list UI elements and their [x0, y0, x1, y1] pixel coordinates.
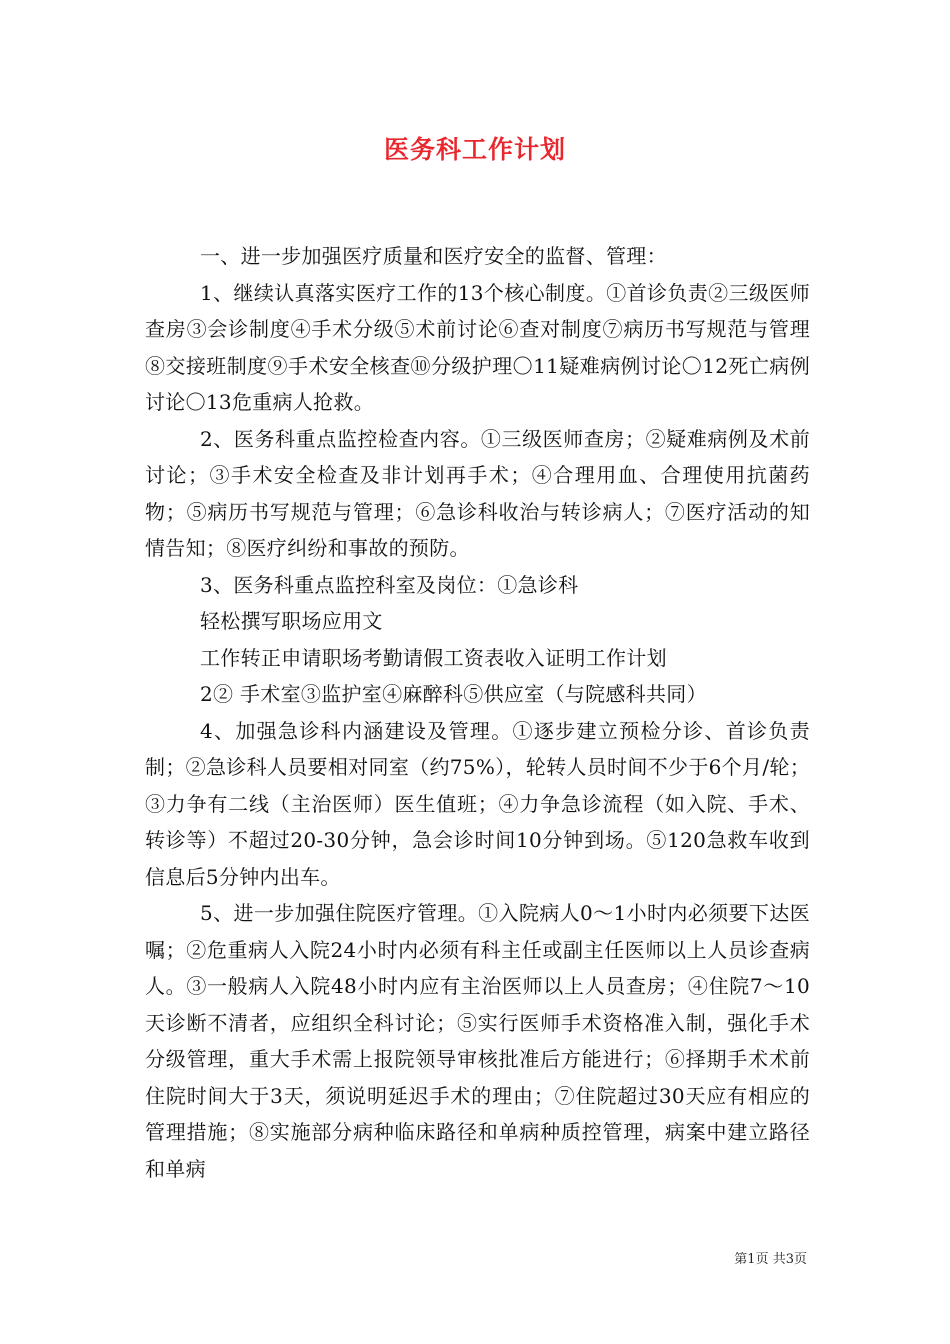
page-current: 1: [747, 1252, 756, 1267]
page-number: [734, 1248, 807, 1267]
paragraph-item-2: 2、医务科重点监控检查内容。①三级医师查房；②疑难病例及术前讨论；③手术安全检查及非计划再手术；④合理用血、合理使用抗菌药物；⑤病历书写规范与管理；⑥急诊科收治与转诊病人；⑦医疗活动的知情告知；⑧医疗纠纷和事故的预防。: [145, 426, 810, 560]
page-prefix: 第: [734, 1252, 748, 1267]
document-body: [145, 238, 810, 1187]
paragraph-item-5: 5、进一步加强住院医疗管理。①入院病人0～1小时内必须要下达医嘱；②危重病人入院24小时内必须有科主任或副主任医师以上人员诊查病人。③一般病人入院48小时内应有主治医师以上人员查房；④住院7～10天诊断不清者，应组织全科讨论；⑤实行医师手术资格准入制，强化手术分级管理，重大手术需上报院领导审核批准后方能进行；⑥择期手术术前住院时间大于3天，须说明延迟手术的理由；⑦住院超过30天应有相应的管理措施；⑧实施部分病种临床路径和单病种质控管理，病案中建立路径和单病: [145, 901, 810, 1181]
page-suffix: 页: [793, 1252, 807, 1267]
page-middle: 页 共: [755, 1252, 786, 1267]
paragraph-item-1: 1、继续认真落实医疗工作的13个核心制度。①首诊负责②三级医师查房③会诊制度④手术分级⑤术前讨论⑥查对制度⑦病历书写规范与管理⑧交接班制度⑨手术安全核查⑩分级护理〇11疑难病例讨论〇12死亡病例讨论〇13危重病人抢救。: [145, 280, 810, 414]
ad-line-links: 工作转正申请职场考勤请假工资表收入证明工作计划: [200, 645, 667, 670]
page-total: 3: [785, 1252, 794, 1267]
paragraph-item-4: 4、加强急诊科内涵建设及管理。①逐步建立预检分诊、首诊负责制；②急诊科人员要相对同室（约75%），轮转人员时间不少于6个月/轮；③力争有二线（主治医师）医生值班；④力争急诊流程（如入院、手术、转诊等）不超过20-30分钟，急会诊时间10分钟到场。⑤120急救车收到信息后5分钟内出车。: [145, 718, 810, 889]
document-title: 医务科工作计划: [383, 135, 566, 164]
section-heading: 一、进一步加强医疗质量和医疗安全的监督、管理：: [200, 244, 667, 268]
paragraph-item-3: 3、医务科重点监控科室及岗位：①急诊科: [200, 572, 579, 597]
paragraph-item-3-continued: 2② 手术室③监护室④麻醉科⑤供应室（与院感科共同）: [200, 682, 707, 706]
ad-line-writing: 轻松撰写职场应用文: [200, 609, 383, 633]
